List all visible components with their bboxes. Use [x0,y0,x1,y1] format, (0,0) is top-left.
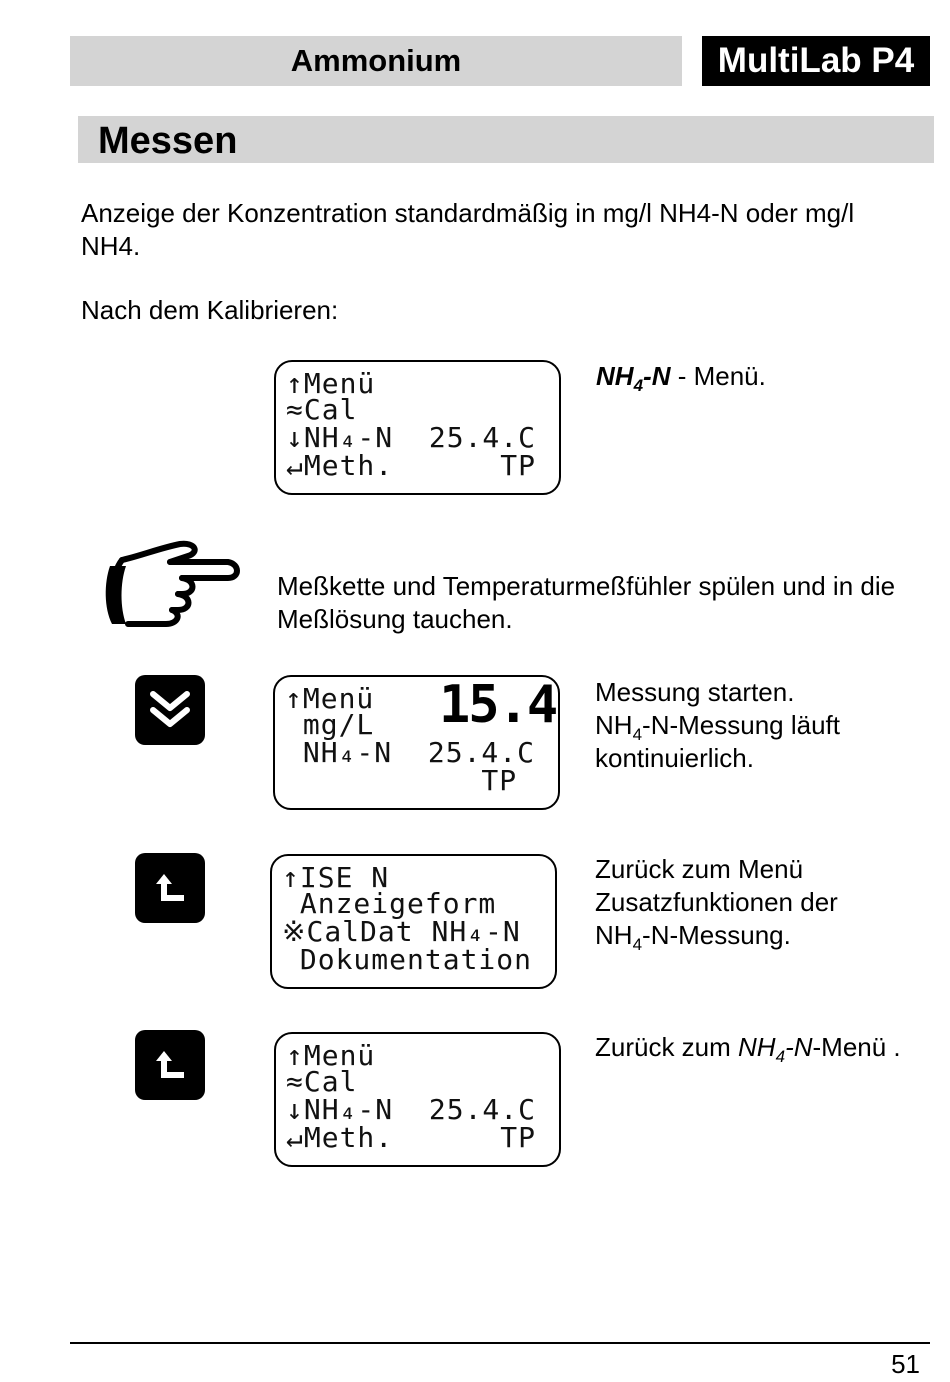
double-chevron-down-icon [148,690,192,730]
pointing-hand-icon [100,538,242,628]
lcd-line: NH₄-N 25.4.C [285,736,536,769]
intro-paragraph: Anzeige der Konzentration standardmäßig in mg/l NH4-N oder mg/l NH4. [81,198,855,261]
back-arrow-icon [150,868,190,908]
lcd-line: ≈Cal [286,393,358,426]
measured-value: 15.4 [439,675,557,735]
lcd-display-menu [274,360,561,495]
lcd-line: ↑Menü [286,1039,376,1072]
product-label: MultiLab P4 [717,41,915,80]
lcd-line: TP [285,764,518,797]
lcd-line: ↵Meth. TP [286,449,537,482]
lcd-line: ↑Menü [285,682,375,715]
page-title: Messen [98,120,238,162]
run-enter-key [135,675,205,745]
page-number: 51 [891,1349,920,1379]
after-calibration-text: Nach dem Kalibrieren: [81,295,339,325]
lcd-line: ※CalDat NH₄-N [282,915,521,948]
section-label: Ammonium [290,43,462,78]
lcd-line: Dokumentation [282,943,533,976]
step-return-description: Zurück zum $NH_4-N$-Menü . [595,1032,901,1066]
menu-key [135,1030,205,1100]
lcd-line: ≈Cal [286,1065,358,1098]
lcd-line: ↓NH₄-N 25.4.C [286,421,537,454]
lcd-display-ise-menu [270,854,557,989]
menu-key [135,853,205,923]
footer-divider [70,1342,930,1344]
back-arrow-icon [150,1045,190,1085]
step-back-description: Zurück zum Menü Zusatzfunktionen der $NH_4-N$-Messung. [595,854,838,954]
lcd-line: Anzeigeform [282,887,497,920]
section-header [70,36,682,86]
lcd-line: ↓NH₄-N 25.4.C [286,1093,537,1126]
rinse-instruction: Meßkette und Temperaturmeßfühler spülen und in die Meßlösung tauchen. [277,571,896,634]
lcd-line: ↑ISE N [282,861,390,894]
lcd-line: mg/L [285,708,375,741]
lcd-display-menu [274,1032,561,1167]
step-menu-description: $NH_4-N$ - Menü. [596,361,766,395]
step-start-description: Messung starten. $NH_4-N$-Messung läuft kontinuierlich. [595,677,840,773]
lcd-display-measuring [273,675,560,810]
product-header [702,36,930,86]
lcd-line: ↑Menü [286,367,376,400]
lcd-line: ↵Meth. TP [286,1121,537,1154]
